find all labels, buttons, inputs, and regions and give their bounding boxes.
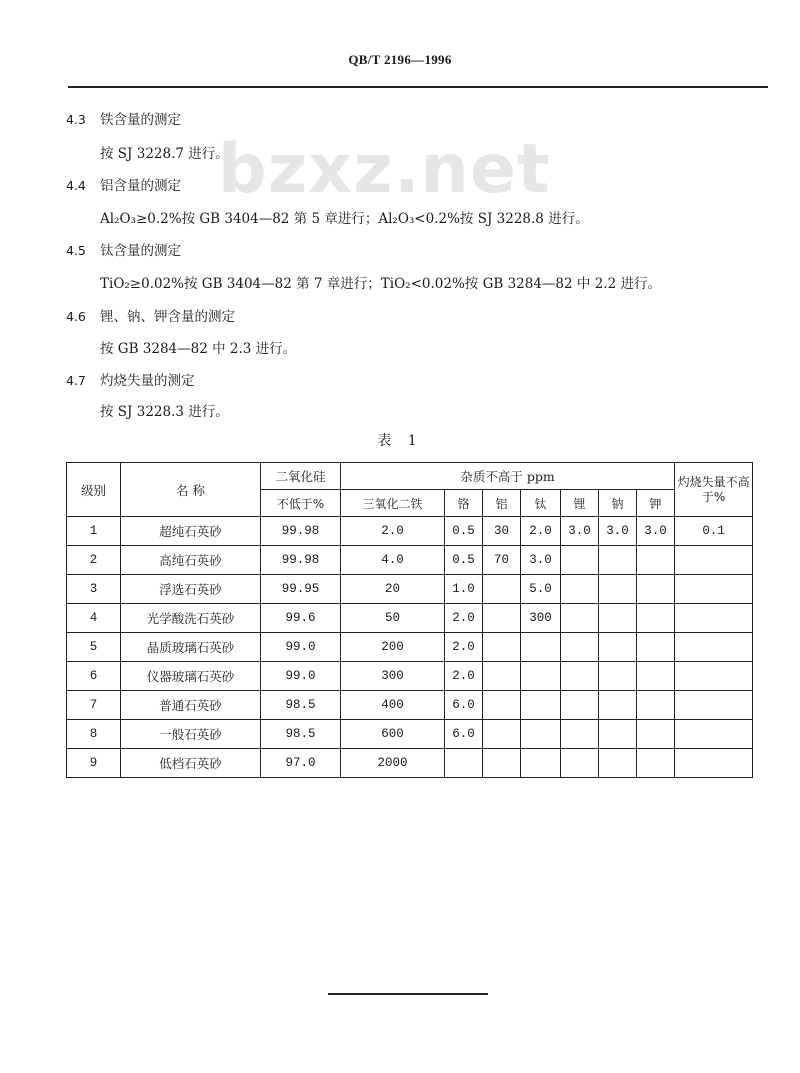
table-row xyxy=(67,633,753,662)
header-rule xyxy=(68,86,768,88)
li-cell xyxy=(561,691,599,720)
cr-cell xyxy=(445,749,483,778)
fe2o3-cell: 20 xyxy=(341,575,445,604)
table-caption: 表 1 xyxy=(377,433,423,449)
k-cell xyxy=(637,691,675,720)
grade-cell: 5 xyxy=(67,633,121,662)
ti-cell: 300 xyxy=(521,604,561,633)
fe2o3-cell: 4.0 xyxy=(341,546,445,575)
cr-cell: 6.0 xyxy=(445,691,483,720)
name-cell: 仪器玻璃石英砂 xyxy=(121,662,261,691)
loss-cell xyxy=(675,575,753,604)
section-title: 铁含量的测定 xyxy=(100,112,181,128)
al-cell xyxy=(483,691,521,720)
k-cell xyxy=(637,633,675,662)
ti-cell xyxy=(521,691,561,720)
fe2o3-cell: 2000 xyxy=(341,749,445,778)
col-header-impurity-group: 杂质不高于 ppm xyxy=(341,463,675,490)
col-header-k: 钾 xyxy=(637,490,675,517)
silica-cell: 99.0 xyxy=(261,662,341,691)
ti-cell: 2.0 xyxy=(521,517,561,546)
table-row xyxy=(67,546,753,575)
section-title: 锂、钠、钾含量的测定 xyxy=(100,309,235,325)
section-heading xyxy=(66,243,181,259)
al-cell xyxy=(483,633,521,662)
section-title: 铝含量的测定 xyxy=(100,178,181,194)
section-title: 灼烧失量的测定 xyxy=(100,373,195,389)
col-header-grade: 级别 xyxy=(67,463,121,517)
loss-cell xyxy=(675,662,753,691)
fe2o3-cell: 200 xyxy=(341,633,445,662)
fe2o3-cell: 300 xyxy=(341,662,445,691)
silica-cell: 97.0 xyxy=(261,749,341,778)
cr-cell: 1.0 xyxy=(445,575,483,604)
name-cell: 一般石英砂 xyxy=(121,720,261,749)
grade-cell: 7 xyxy=(67,691,121,720)
fe2o3-cell: 50 xyxy=(341,604,445,633)
loss-cell xyxy=(675,720,753,749)
k-cell xyxy=(637,749,675,778)
section-title: 钛含量的测定 xyxy=(100,243,181,259)
col-header-cr: 铬 xyxy=(445,490,483,517)
section-number: 4.4 xyxy=(66,178,86,193)
table-row xyxy=(67,604,753,633)
section-heading xyxy=(66,373,195,389)
section-heading xyxy=(66,112,181,128)
k-cell xyxy=(637,720,675,749)
silica-cell: 99.6 xyxy=(261,604,341,633)
section-body: 按 SJ 3228.3 进行。 xyxy=(100,404,229,420)
cr-cell: 2.0 xyxy=(445,662,483,691)
ti-cell: 5.0 xyxy=(521,575,561,604)
section-body: TiO₂≥0.02%按 GB 3404—82 第 7 章进行；TiO₂<0.02%按 GB 3284—82 中 2.2 进行。 xyxy=(100,276,661,292)
loss-cell: 0.1 xyxy=(675,517,753,546)
k-cell xyxy=(637,546,675,575)
li-cell xyxy=(561,749,599,778)
silica-cell: 99.98 xyxy=(261,546,341,575)
loss-cell xyxy=(675,546,753,575)
na-cell xyxy=(599,546,637,575)
grade-cell: 2 xyxy=(67,546,121,575)
col-header-ti: 钛 xyxy=(521,490,561,517)
al-cell xyxy=(483,749,521,778)
al-cell: 30 xyxy=(483,517,521,546)
li-cell xyxy=(561,720,599,749)
cr-cell: 2.0 xyxy=(445,633,483,662)
na-cell: 3.0 xyxy=(599,517,637,546)
silica-cell: 98.5 xyxy=(261,691,341,720)
ti-cell xyxy=(521,749,561,778)
k-cell xyxy=(637,604,675,633)
fe2o3-cell: 400 xyxy=(341,691,445,720)
grade-cell: 1 xyxy=(67,517,121,546)
col-header-silica: 二氧化硅 xyxy=(261,463,341,490)
section-number: 4.7 xyxy=(66,373,86,388)
li-cell xyxy=(561,575,599,604)
table-row xyxy=(67,662,753,691)
name-cell: 高纯石英砂 xyxy=(121,546,261,575)
grade-cell: 4 xyxy=(67,604,121,633)
loss-cell xyxy=(675,633,753,662)
table-header-row xyxy=(67,463,753,490)
cr-cell: 0.5 xyxy=(445,546,483,575)
fe2o3-cell: 600 xyxy=(341,720,445,749)
name-cell: 超纯石英砂 xyxy=(121,517,261,546)
li-cell xyxy=(561,604,599,633)
col-header-li: 锂 xyxy=(561,490,599,517)
al-cell: 70 xyxy=(483,546,521,575)
al-cell xyxy=(483,720,521,749)
fe2o3-cell: 2.0 xyxy=(341,517,445,546)
col-header-silica-sub: 不低于% xyxy=(261,490,341,517)
silica-cell: 99.0 xyxy=(261,633,341,662)
ti-cell xyxy=(521,720,561,749)
loss-cell xyxy=(675,604,753,633)
k-cell xyxy=(637,662,675,691)
li-cell: 3.0 xyxy=(561,517,599,546)
cr-cell: 0.5 xyxy=(445,517,483,546)
ti-cell xyxy=(521,633,561,662)
name-cell: 低档石英砂 xyxy=(121,749,261,778)
na-cell xyxy=(599,633,637,662)
cr-cell: 2.0 xyxy=(445,604,483,633)
section-number: 4.3 xyxy=(66,112,86,127)
section-heading xyxy=(66,178,181,194)
col-header-na: 钠 xyxy=(599,490,637,517)
col-header-loss: 灼烧失量不高于% xyxy=(675,463,753,517)
na-cell xyxy=(599,575,637,604)
document-header: QB/T 2196—1996 xyxy=(348,52,452,67)
name-cell: 普通石英砂 xyxy=(121,691,261,720)
na-cell xyxy=(599,720,637,749)
ti-cell xyxy=(521,662,561,691)
na-cell xyxy=(599,691,637,720)
grade-cell: 9 xyxy=(67,749,121,778)
section-number: 4.6 xyxy=(66,309,86,324)
na-cell xyxy=(599,749,637,778)
quartz-sand-spec-table xyxy=(66,462,753,778)
grade-cell: 3 xyxy=(67,575,121,604)
name-cell: 晶质玻璃石英砂 xyxy=(121,633,261,662)
col-header-name: 名 称 xyxy=(121,463,261,517)
name-cell: 光学酸洗石英砂 xyxy=(121,604,261,633)
grade-cell: 6 xyxy=(67,662,121,691)
watermark: bzxz.net xyxy=(218,130,551,209)
na-cell xyxy=(599,662,637,691)
name-cell: 浮选石英砂 xyxy=(121,575,261,604)
ti-cell: 3.0 xyxy=(521,546,561,575)
section-body: Al₂O₃≥0.2%按 GB 3404—82 第 5 章进行；Al₂O₃<0.2%按 SJ 3228.8 进行。 xyxy=(100,211,589,227)
grade-cell: 8 xyxy=(67,720,121,749)
silica-cell: 99.98 xyxy=(261,517,341,546)
li-cell xyxy=(561,633,599,662)
na-cell xyxy=(599,604,637,633)
li-cell xyxy=(561,662,599,691)
table-row xyxy=(67,720,753,749)
col-header-al: 铝 xyxy=(483,490,521,517)
section-body: 按 GB 3284—82 中 2.3 进行。 xyxy=(100,341,297,357)
k-cell xyxy=(637,575,675,604)
al-cell xyxy=(483,575,521,604)
al-cell xyxy=(483,662,521,691)
cr-cell: 6.0 xyxy=(445,720,483,749)
loss-cell xyxy=(675,749,753,778)
section-number: 4.5 xyxy=(66,243,86,258)
silica-cell: 98.5 xyxy=(261,720,341,749)
al-cell xyxy=(483,604,521,633)
section-body: 按 SJ 3228.7 进行。 xyxy=(100,146,229,162)
li-cell xyxy=(561,546,599,575)
table-row xyxy=(67,575,753,604)
silica-cell: 99.95 xyxy=(261,575,341,604)
k-cell: 3.0 xyxy=(637,517,675,546)
footer-rule xyxy=(328,993,488,995)
section-heading xyxy=(66,309,235,325)
col-header-fe2o3: 三氧化二铁 xyxy=(341,490,445,517)
table-row xyxy=(67,517,753,546)
table-row xyxy=(67,691,753,720)
table-row xyxy=(67,749,753,778)
loss-cell xyxy=(675,691,753,720)
